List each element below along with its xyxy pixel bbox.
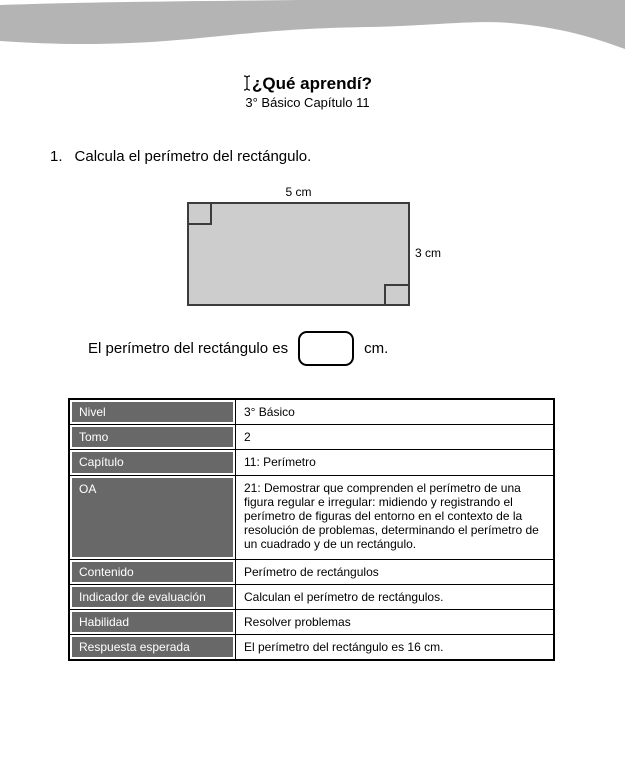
row-label-contenido: Contenido (69, 559, 236, 584)
row-value-tomo: 2 (236, 424, 555, 449)
header-wave (0, 0, 625, 60)
question-text: Calcula el perímetro del rectángulo. (74, 148, 312, 165)
header-wave-shape (0, 0, 625, 49)
page-subtitle: 3° Básico Capítulo 11 (245, 95, 370, 110)
page-title (0, 74, 615, 94)
table-row (69, 399, 554, 424)
row-label-respuesta: Respuesta esperada (69, 634, 236, 660)
table-row (69, 559, 554, 584)
row-value-habilidad: Resolver problemas (236, 609, 555, 634)
rectangle-figure (187, 202, 410, 306)
rectangle-height-label: 3 cm (415, 246, 442, 260)
row-value-capitulo: 11: Perímetro (236, 449, 555, 475)
row-label-tomo: Tomo (69, 424, 236, 449)
table-row (69, 424, 554, 449)
question-1 (50, 148, 311, 165)
row-value-oa: 21: Demostrar que comprenden el perímetro de una figura regular e irregular: midiendo y registrando el perímetro de figuras del entorno en el contexto de la resolución de problemas, determinando el perímetro de un cuadrado y de un rectángulo. (236, 475, 555, 559)
answer-sentence (88, 330, 388, 366)
title-block (0, 74, 615, 110)
answer-suffix: cm. (364, 339, 389, 357)
table-row (69, 609, 554, 634)
row-value-nivel: 3° Básico (236, 399, 555, 424)
row-value-indicador: Calculan el perímetro de rectángulos. (236, 584, 555, 609)
right-angle-marker-bottom-right (384, 284, 408, 304)
table-row (69, 584, 554, 609)
answer-input-box[interactable] (298, 331, 354, 366)
row-label-capitulo: Capítulo (69, 449, 236, 475)
answer-prefix: El perímetro del rectángulo es (88, 339, 289, 357)
table-row (69, 475, 554, 559)
rectangle-width-label: 5 cm (285, 185, 312, 199)
right-angle-marker-top-left (189, 204, 212, 225)
row-label-oa: OA (69, 475, 236, 559)
row-value-respuesta: El perímetro del rectángulo es 16 cm. (236, 634, 555, 660)
row-label-habilidad: Habilidad (69, 609, 236, 634)
text-cursor-icon (243, 75, 251, 91)
row-label-nivel: Nivel (69, 399, 236, 424)
question-number: 1. (50, 148, 63, 165)
row-value-contenido: Perímetro de rectángulos (236, 559, 555, 584)
table-row (69, 449, 554, 475)
table-row (69, 634, 554, 660)
lesson-info-table (68, 398, 555, 661)
page-title-text: ¿Qué aprendí? (252, 74, 372, 93)
row-label-indicador: Indicador de evaluación (69, 584, 236, 609)
